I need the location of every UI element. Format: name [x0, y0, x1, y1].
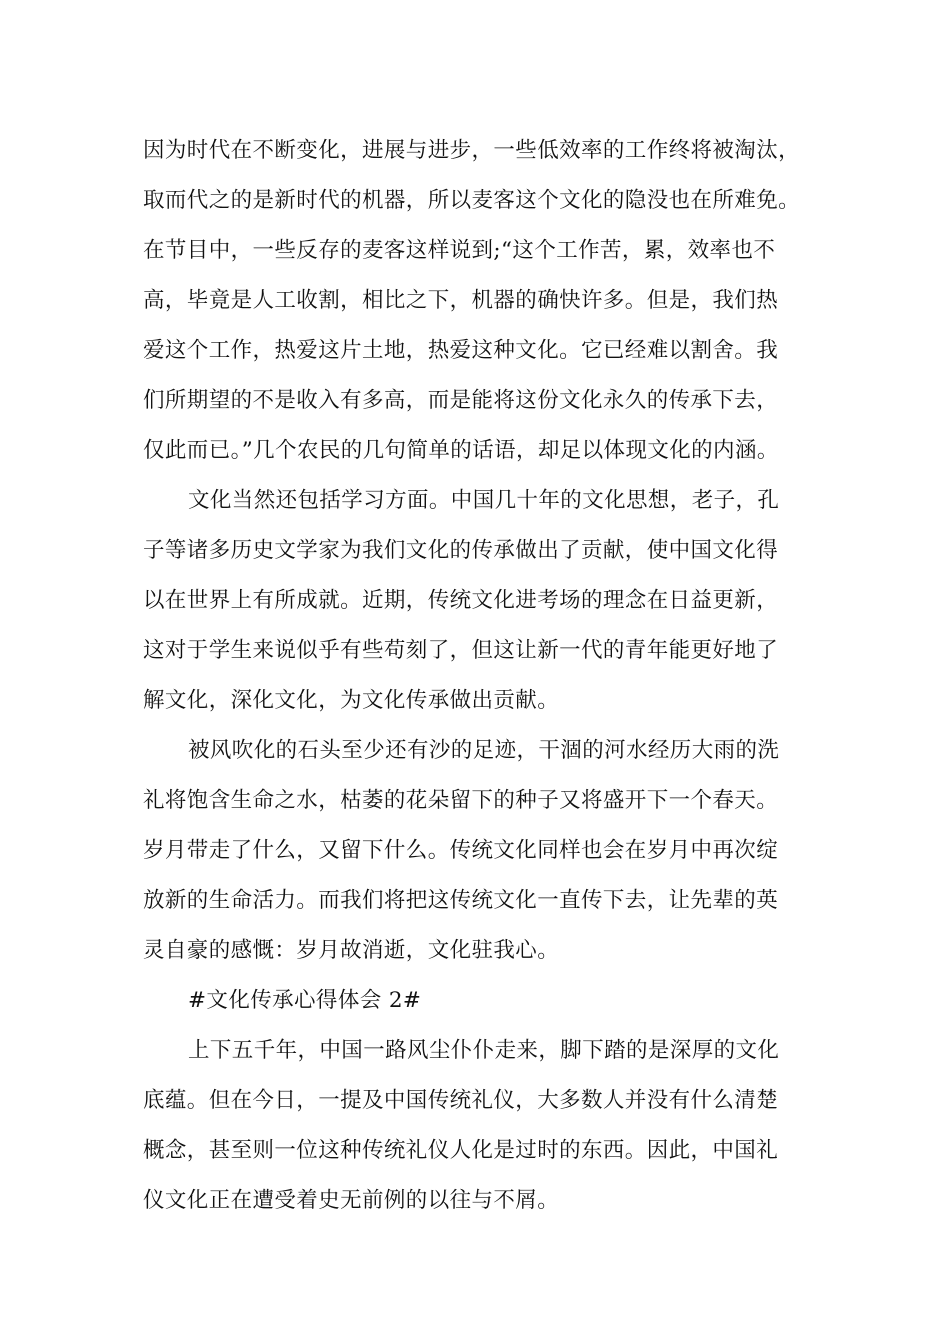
paragraph-line: 灵自豪的感慨：岁月故消逝，文化驻我心。 [143, 938, 560, 963]
paragraph-line: 放新的生命活力。而我们将把这传统文化一直传下去，让先辈的英 [143, 888, 779, 913]
paragraph-1 [143, 126, 813, 476]
paragraph-line: 爱这个工作，热爱这片土地，热爱这种文化。它已经难以割舍。我 [143, 338, 779, 363]
paragraph-line: 高，毕竟是人工收割，相比之下，机器的确快许多。但是，我们热 [143, 288, 779, 313]
paragraph-line: 底蕴。但在今日，一提及中国传统礼仪，大多数人并没有什么清楚 [143, 1088, 779, 1113]
paragraph-line: 在节目中，一些反存的麦客这样说到;“这个工作苦，累，效率也不 [143, 238, 776, 263]
paragraph-line: 以在世界上有所成就。近期，传统文化进考场的理念在日益更新， [143, 588, 779, 613]
paragraph-line: 取而代之的是新时代的机器，所以麦客这个文化的隐没也在所难免。 [143, 188, 801, 213]
paragraph-2 [143, 476, 813, 726]
section-heading [143, 976, 813, 1026]
paragraph-line: 解文化，深化文化，为文化传承做出贡献。 [143, 688, 560, 713]
paragraph-line: 被风吹化的石头至少还有沙的足迹，干涸的河水经历大雨的洗 [188, 738, 780, 763]
paragraph-line: 因为时代在不断变化，进展与进步，一些低效率的工作终将被淘汰， [143, 138, 801, 163]
paragraph-line: 们所期望的不是收入有多高，而是能将这份文化永久的传承下去， [143, 388, 779, 413]
paragraph-3 [143, 726, 813, 976]
paragraph-line: 这对于学生来说似乎有些苟刻了，但这让新一代的青年能更好地了 [143, 638, 779, 663]
paragraph-line: 仪文化正在遭受着史无前例的以往与不屑。 [143, 1188, 560, 1213]
paragraph-5 [143, 1026, 813, 1226]
paragraph-line: 仅此而已。”几个农民的几句简单的话语，却足以体现文化的内涵。 [143, 438, 779, 463]
paragraph-line: 子等诸多历史文学家为我们文化的传承做出了贡献，使中国文化得 [143, 538, 779, 563]
paragraph-line: 礼将饱含生命之水，枯萎的花朵留下的种子又将盛开下一个春天。 [143, 788, 779, 813]
paragraph-line: 上下五千年，中国一路风尘仆仆走来，脚下踏的是深厚的文化 [188, 1038, 780, 1063]
paragraph-line: 文化当然还包括学习方面。中国几十年的文化思想，老子，孔 [188, 488, 780, 513]
paragraph-line: 概念，甚至则一位这种传统礼仪人化是过时的东西。因此，中国礼 [143, 1138, 779, 1163]
paragraph-line: 岁月带走了什么，又留下什么。传统文化同样也会在岁月中再次绽 [143, 838, 779, 863]
section-heading-text: #文化传承心得体会 2# [188, 988, 422, 1013]
